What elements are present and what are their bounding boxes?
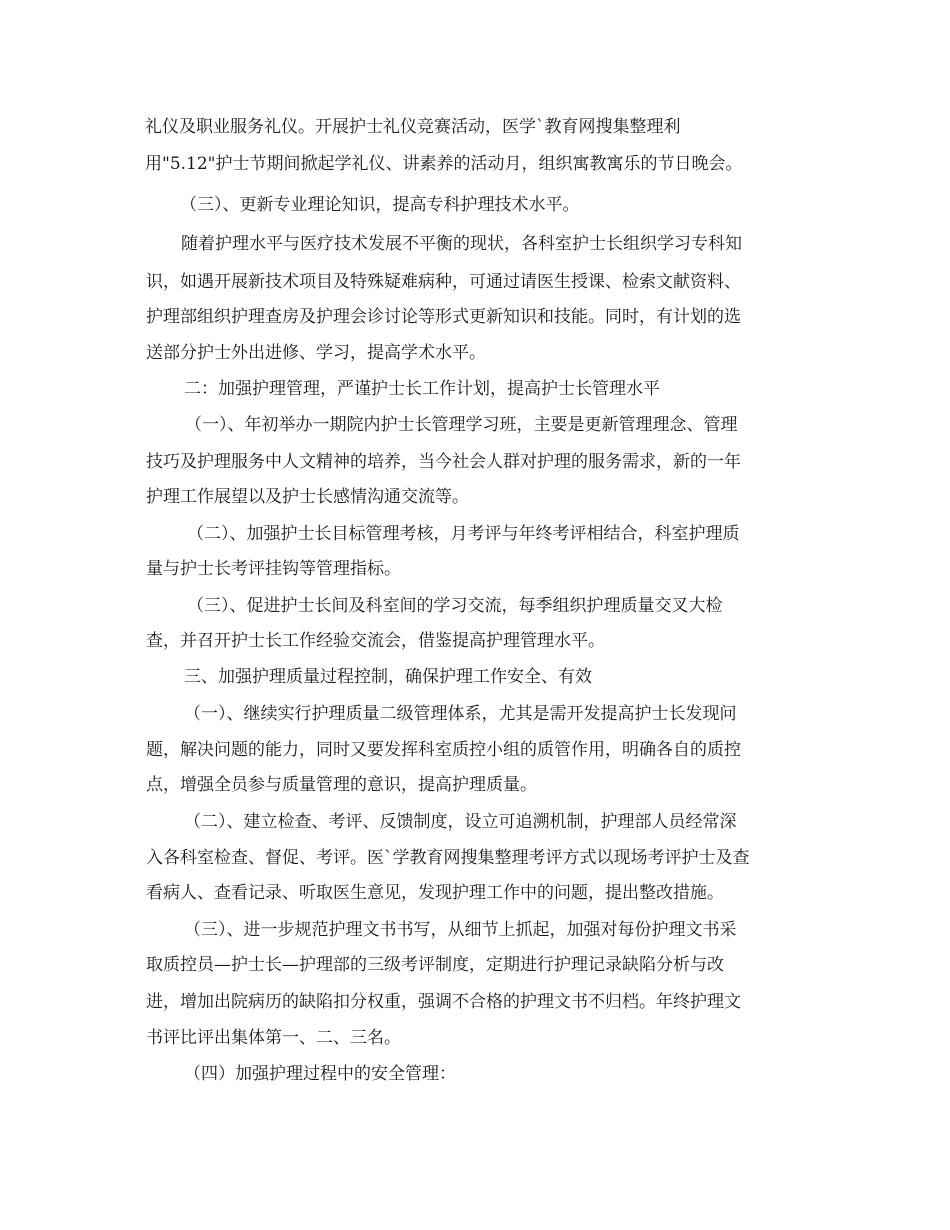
text-line: 护理部组织护理查房及护理会诊讨论等形式更新知识和技能。同时，有计划的选	[146, 307, 741, 327]
text-line: （二）、建立检查、考评、反馈制度，设立可追溯机制，护理部人员经常深	[184, 812, 737, 832]
text-line: （一）、继续实行护理质量二级管理体系，尤其是需开发提高护士长发现问	[184, 704, 737, 724]
text-line: 入各科室检查、督促、考评。医`学教育网搜集整理考评方式以现场考评护士及查	[146, 848, 750, 868]
text-line: 点，增强全员参与质量管理的意识，提高护理质量。	[146, 775, 537, 795]
text-line: （三）、更新专业理论知识，提高专科护理技术水平。	[180, 195, 580, 215]
text-line: （一）、年初举办一期院内护士长管理学习班，主要是更新管理理念、管理	[185, 415, 738, 435]
text-line: 用"5.12"护士节期间掀起学礼仪、讲素养的活动月，组织寓教寓乐的节日晚会。	[145, 154, 743, 174]
text-line: （二）、加强护士长目标管理考核，月考评与年终考评相结合，科室护理质	[187, 524, 740, 544]
text-line: 取质控员—护士长—护理部的三级考评制度，定期进行护理记录缺陷分析与改	[146, 955, 724, 975]
section-heading: 二：加强护理管理，严谨护士长工作计划，提高护士长管理水平	[184, 379, 660, 399]
text-line: （三）、促进护士长间及科室间的学习交流，每季组织护理质量交叉大检	[187, 596, 723, 616]
text-line: 礼仪及职业服务礼仪。开展护士礼仪竞赛活动，医学`教育网搜集整理利	[145, 117, 681, 137]
text-line: 进，增加出院病历的缺陷扣分权重，强调不合格的护理文书不归档。年终护理文	[146, 992, 741, 1012]
text-line: 量与护士长考评挂钩等管理指标。	[146, 559, 401, 579]
text-line: 识，如遇开展新技术项目及特殊疑难病种，可通过请医生授课、检索文献资料、	[146, 272, 741, 292]
text-line: 技巧及护理服务中人文精神的培养，当今社会人群对护理的服务需求，新的一年	[146, 452, 741, 472]
text-line: （三）、进一步规范护理文书书写，从细节上抓起，加强对每份护理文书采	[184, 920, 737, 940]
text-line: 查，并召开护士长工作经验交流会，借鉴提高护理管理水平。	[146, 631, 605, 651]
text-line: 看病人、查看记录、听取医生意见，发现护理工作中的问题，提出整改措施。	[146, 883, 724, 903]
section-heading: （四）加强护理过程中的安全管理：	[184, 1064, 456, 1084]
section-heading: 三、加强护理质量过程控制，确保护理工作安全、有效	[184, 667, 592, 687]
text-line: 书评比评出集体第一、二、三名。	[146, 1028, 401, 1048]
text-line: 护理工作展望以及护士长感情沟通交流等。	[146, 487, 469, 507]
text-line: 题，解决问题的能力，同时又要发挥科室质控小组的质管作用，明确各自的质控	[146, 740, 741, 760]
text-line: 送部分护士外出进修、学习，提高学术水平。	[146, 343, 486, 363]
text-line: 随着护理水平与医疗技术发展不平衡的现状，各科室护士长组织学习专科知	[181, 234, 742, 254]
